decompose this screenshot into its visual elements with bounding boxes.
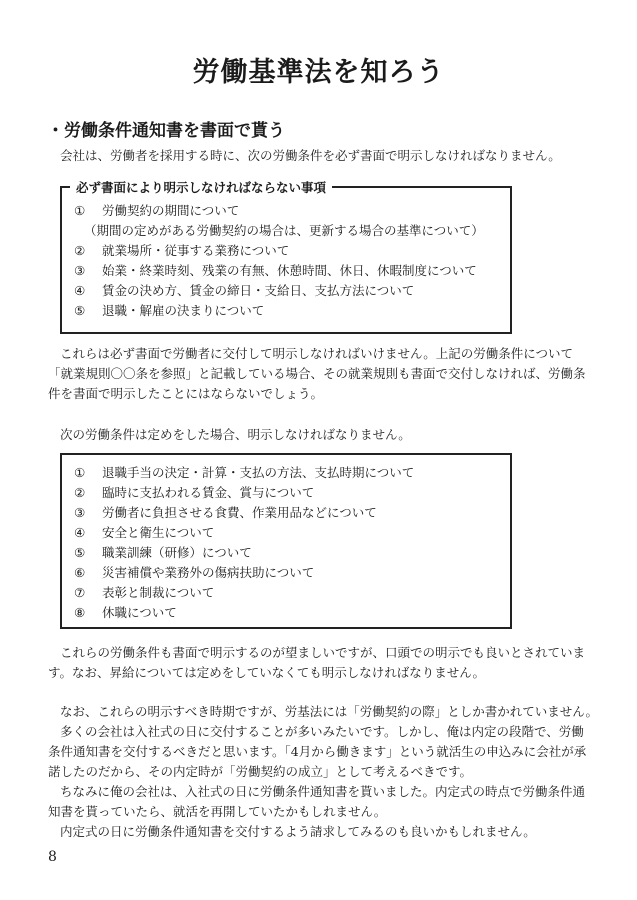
item-number: ② [74,243,86,258]
list-item [74,221,510,241]
paragraph-line: 件を書面で明示したことにはならないでしょう。 [48,386,324,401]
item-text: 始業・終業時刻、残業の有無、休憩時間、休日、休暇制度について [102,263,477,278]
item-text: 臨時に支払われる賃金、賞与について [102,485,315,500]
paragraph-line: 「就業規則〇〇条を参照」と記載している場合、その就業規則も書面で交付しなければ、労働条 [48,366,586,381]
item-text: 災害補償や業務外の傷病扶助について [102,565,315,580]
item-number: ⑧ [74,605,86,620]
list-item [74,201,510,221]
item-number: ② [74,485,86,500]
page-number: 8 [48,849,57,865]
paragraph-after-box1 [48,344,586,404]
list-item [74,503,510,523]
item-number: ⑥ [74,565,86,580]
paragraph-line: 多くの会社は入社式の日に交付することが多いみたいです。しかし、俺は内定の段階で、労働 [60,724,584,739]
list-item [74,603,510,623]
item-text: 退職手当の決定・計算・支払の方法、支払時期について [102,465,415,480]
closing-paragraph [48,702,599,842]
list-item [74,241,510,261]
intro2-paragraph: 次の労働条件は定めをした場合、明示しなければなりません。 [60,427,411,442]
item-text: （期間の定めがある労働契約の場合は、更新する場合の基準について） [84,223,484,238]
paragraph-after-box2 [48,643,586,683]
list-item [74,523,510,543]
list-item [74,301,510,321]
paragraph-line: 知書を貰っていたら、就活を再開していたかもしれません。 [48,804,387,819]
item-number: ⑤ [74,545,86,560]
intro-paragraph: 会社は、労働者を採用する時に、次の労働条件を必ず書面で明示しなければなりません。 [60,148,561,163]
mandatory-box-label: 必ず書面により明示しなければならない事項 [70,178,332,196]
optional-items-list [74,463,510,623]
item-number: ⑤ [74,303,86,318]
list-item [74,583,510,603]
paragraph-line: す。なお、昇給については定めをしていなくても明示しなければなりません。 [48,665,486,680]
list-item [74,463,510,483]
item-number: ③ [74,263,86,278]
paragraph-line: 内定式の日に労働条件通知書を交付するよう請求してみるのも良いかもしれません。 [60,824,536,839]
item-text: 安全と衛生について [102,525,215,540]
item-text: 賃金の決め方、賃金の締日・支給日、支払方法について [102,283,415,298]
page-title: 労働基準法を知ろう [192,57,445,88]
item-number: ④ [74,525,86,540]
list-item [74,483,510,503]
item-text: 就業場所・従事する業務について [102,243,290,258]
paragraph-line: これらの労働条件も書面で明示するのが望ましいですが、口頭での明示でも良いとされていま [60,645,586,660]
item-number: ⑦ [74,585,86,600]
item-text: 職業訓練（研修）について [102,545,252,560]
optional-items-box [60,453,512,629]
paragraph-line: なお、これらの明示すべき時期ですが、労基法には「労働契約の際」としか書かれていません。 [60,704,599,719]
item-text: 退職・解雇の決まりについて [102,303,265,318]
item-number: ① [74,465,86,480]
paragraph-line: 条件通知書を交付するべきだと思います。「4月から働きます」という就活生の申込みに会社が承 [48,744,587,759]
item-number: ④ [74,283,86,298]
section-heading: ・労働条件通知書を書面で貰う [47,121,285,141]
item-text: 労働者に負担させる食費、作業用品などについて [102,505,377,520]
list-item [74,543,510,563]
list-item [74,261,510,281]
item-text: 表彰と制裁について [102,585,215,600]
item-number: ③ [74,505,86,520]
mandatory-items-box [60,180,512,334]
item-text: 休職について [102,605,177,620]
mandatory-items-list [74,201,510,321]
item-number: ① [74,203,86,218]
paragraph-line: 諾したのだから、その内定時が「労働契約の成立」として考えるべきです。 [48,764,473,779]
list-item [74,281,510,301]
paragraph-line: これらは必ず書面で労働者に交付して明示しなければいけません。上記の労働条件について [60,346,574,361]
paragraph-line: ちなみに俺の会社は、入社式の日に労働条件通知書を貰いました。内定式の時点で労働条件通 [60,784,586,799]
list-item [74,563,510,583]
item-text: 労働契約の期間について [102,203,240,218]
